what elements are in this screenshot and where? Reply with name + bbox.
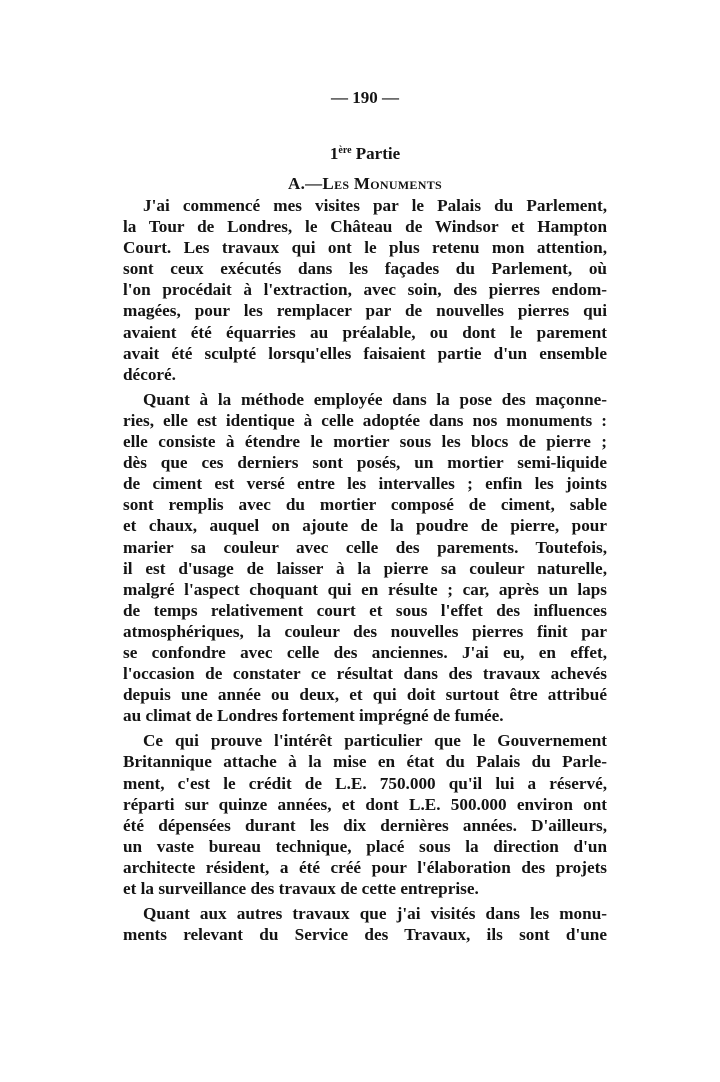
text-line: sont remplis avec du mortier composé de ciment, sable [123, 495, 607, 515]
text-line: il est d'usage de laisser à la pierre sa couleur naturelle, [123, 558, 607, 578]
text-line: réparti sur quinze années, et dont L.E. 500.000 environ ont [123, 794, 607, 814]
section-heading: A.—Les Monuments [288, 174, 442, 193]
text-line: la Tour de Londres, le Château de Windsor et Hampton [123, 217, 607, 237]
text-line: malgré l'aspect choquant qui en résulte ; car, après un laps [123, 579, 607, 599]
text-line: sont ceux exécutés dans les façades du Parlement, où [123, 259, 607, 279]
text-line: Britannique attache à la mise en état du Palais du Parle- [123, 752, 607, 772]
text-line: elle consiste à étendre le mortier sous les blocs de pierre ; [123, 432, 607, 452]
text-line: été dépensées durant les dix dernières années. D'ailleurs, [123, 815, 607, 835]
text-line: de ciment est versé entre les intervalles ; enfin les joints [123, 474, 607, 494]
part-heading [0, 144, 720, 164]
text-line: Court. Les travaux qui ont le plus retenu mon attention, [123, 238, 607, 258]
text-line: ments relevant du Service des Travaux, ils sont d'une [123, 925, 607, 945]
text-line: dès que ces derniers sont posés, un mortier semi-liquide [123, 453, 607, 473]
text-line: Ce qui prouve l'intérêt particulier que le Gouvernement [143, 731, 607, 751]
paragraph [123, 903, 607, 945]
text-line: et la surveillance des travaux de cette entreprise. [123, 879, 479, 898]
paragraph [123, 195, 607, 385]
paragraph [123, 389, 607, 727]
text-line: magées, pour les remplacer par de nouvelles pierres qui [123, 301, 607, 321]
text-line: ries, elle est identique à celle adoptée dans nos monuments : [123, 410, 607, 430]
part-superscript: ère [338, 145, 352, 156]
text-line: décoré. [123, 364, 176, 384]
paragraph [123, 730, 607, 899]
text-line: un vaste bureau technique, placé sous la direction d'un [123, 836, 607, 856]
text-line: Quant aux autres travaux que j'ai visités dans les monu- [143, 904, 607, 924]
text-line: marier sa couleur avec celle des parements. Toutefois, [123, 537, 607, 557]
text-line: se confondre avec celle des anciennes. J'ai eu, en effet, [123, 642, 607, 662]
text-line: depuis une année ou deux, et qui doit surtout être attribué [123, 685, 607, 705]
text-line: atmosphériques, la couleur des nouvelles pierres finit par [123, 621, 607, 641]
text-line: l'on procédait à l'extraction, avec soin, des pierres endom- [123, 280, 607, 300]
text-line: avaient été équarries au préalable, ou dont le parement [123, 322, 607, 342]
text-line: l'occasion de constater ce résultat dans des travaux achevés [123, 664, 607, 684]
body-text [123, 195, 607, 949]
page-number: — 190 — [331, 88, 399, 107]
text-line: Quant à la méthode employée dans la pose des maçonne- [143, 389, 607, 409]
part-label: Partie [355, 144, 401, 163]
text-line: au climat de Londres fortement imprégné de fumée. [123, 706, 504, 726]
text-line: avait été sculpté lorsqu'elles faisaient partie d'un ensemble [123, 343, 607, 363]
text-line: de temps relativement court et sous l'effet des influences [123, 600, 607, 620]
text-line: J'ai commencé mes visites par le Palais du Parlement, [143, 196, 607, 215]
part-number: 1 [329, 144, 339, 163]
text-line: ment, c'est le crédit de L.E. 750.000 qu'il lui a réservé, [123, 773, 607, 793]
text-line: et chaux, auquel on ajoute de la poudre de pierre, pour [123, 516, 607, 536]
text-line: architecte résident, a été créé pour l'élaboration des projets [123, 857, 607, 877]
